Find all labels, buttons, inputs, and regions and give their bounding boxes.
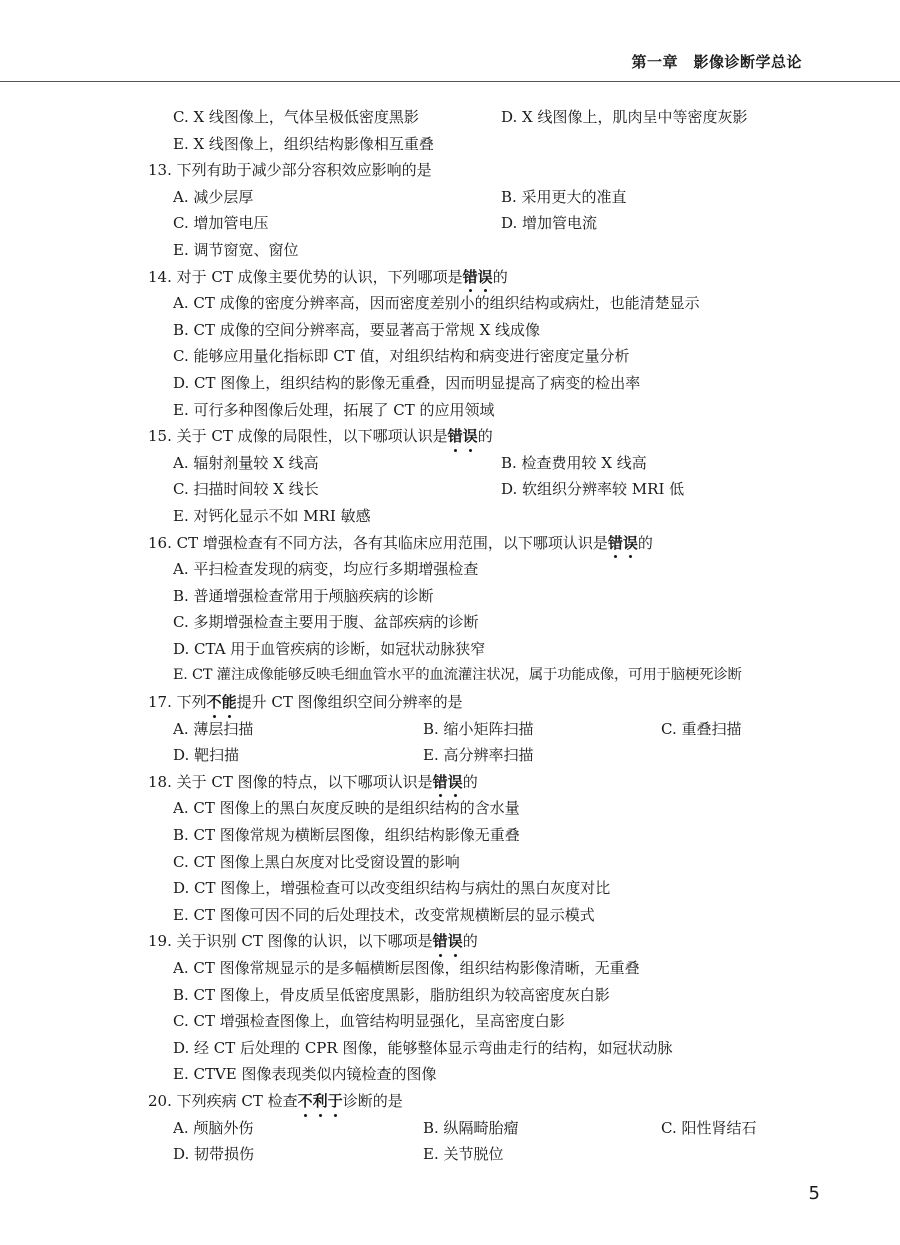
option-b: B. CT 图像常规为横断层图像，组织结构影像无重叠	[173, 826, 520, 845]
emphasis-char: 错	[463, 264, 478, 291]
emphasis-char: 误	[448, 769, 463, 796]
option-e: E. 对钙化显示不如 MRI 敏感	[173, 506, 371, 525]
option-c: C. 扫描时间较 X 线长	[173, 480, 319, 499]
question-13-stem: 13. 下列有助于减少部分容积效应影响的是	[148, 161, 432, 180]
emphasis-char: 错	[448, 423, 463, 450]
stem-text: 的	[637, 533, 653, 552]
stem-text: 20. 下列疾病 CT 检查	[148, 1091, 298, 1110]
options-row	[148, 184, 828, 211]
stem-text: 18. 关于 CT 图像的特点，以下哪项认识是	[148, 772, 433, 791]
stem-text: 19. 关于识别 CT 图像的认识，以下哪项是	[148, 932, 433, 951]
option-c: C. 增加管电压	[173, 214, 269, 233]
question-15-stem	[148, 423, 828, 450]
emphasis-mark	[207, 689, 237, 716]
option-c: C. X 线图像上，气体呈极低密度黑影	[173, 108, 419, 126]
options-row	[148, 210, 828, 237]
emphasis-char: 错	[433, 928, 448, 955]
question-16-stem	[148, 530, 828, 557]
options-row	[148, 104, 828, 131]
emphasis-mark	[433, 928, 463, 955]
options-row	[148, 716, 828, 743]
stem-text: 的	[462, 772, 478, 791]
option-e: E. CT 灌注成像能够反映毛细血管水平的血流灌注状况，属于功能成像，可用于脑梗死诊断	[173, 667, 742, 684]
chapter-title: 第一章 影像诊断学总论	[631, 53, 802, 71]
emphasis-mark	[608, 530, 638, 557]
option-d: D. 软组织分辨率较 MRI 低	[501, 480, 685, 499]
option-e: E. 关节脱位	[423, 1145, 504, 1164]
header-divider	[0, 81, 900, 82]
option-a: A. 辐射剂量较 X 线高	[173, 453, 319, 472]
option-a: A. 平扫检查发现的病变，均应行多期增强检查	[173, 560, 479, 579]
option-b: B. 纵隔畸胎瘤	[423, 1118, 519, 1137]
option-a: A. 减少层厚	[173, 187, 254, 206]
emphasis-char: 能	[222, 689, 237, 716]
emphasis-char: 错	[433, 769, 448, 796]
option-b: B. 采用更大的准直	[501, 187, 627, 206]
option-e: E. 高分辨率扫描	[423, 746, 534, 765]
emphasis-char: 利	[313, 1088, 328, 1115]
question-19-stem	[148, 928, 828, 955]
option-a: A. 颅脑外伤	[173, 1118, 254, 1137]
option-c: C. 能够应用量化指标即 CT 值，对组织结构和病变进行密度定量分析	[173, 347, 630, 366]
options-row	[148, 450, 828, 477]
stem-text: 16. CT 增强检查有不同方法，各有其临床应用范围，以下哪项认识是	[148, 533, 608, 552]
stem-text: 的	[492, 267, 508, 286]
option-d: D. CT 图像上，增强检查可以改变组织结构与病灶的黑白灰度对比	[173, 879, 611, 898]
option-b: B. 普通增强检查常用于颅脑疾病的诊断	[173, 586, 434, 605]
emphasis-char: 错	[608, 530, 623, 557]
emphasis-mark	[298, 1088, 343, 1115]
option-c: C. 重叠扫描	[661, 719, 742, 738]
option-b: B. 缩小矩阵扫描	[423, 719, 534, 738]
question-20-stem	[148, 1088, 828, 1115]
emphasis-mark	[463, 264, 493, 291]
options-row	[148, 1141, 828, 1168]
stem-text: 的	[477, 427, 493, 446]
emphasis-char: 误	[463, 423, 478, 450]
question-18-stem	[148, 769, 828, 796]
stem-text: 14. 对于 CT 成像主要优势的认识，下列哪项是	[148, 267, 463, 286]
option-a: A. CT 图像上的黑白灰度反映的是组织结构的含水量	[173, 799, 520, 818]
option-c: C. CT 增强检查图像上，血管结构明显强化，呈高密度白影	[173, 1012, 565, 1031]
option-d: D. CT 图像上，组织结构的影像无重叠，因而明显提高了病变的检出率	[173, 373, 641, 392]
emphasis-mark	[448, 423, 478, 450]
option-b: B. CT 成像的空间分辨率高，要显著高于常规 X 线成像	[173, 320, 541, 339]
option-d: D. CTA 用于血管疾病的诊断，如冠状动脉狭窄	[173, 639, 486, 658]
question-list	[148, 104, 828, 1168]
page-number: 5	[808, 1183, 820, 1204]
emphasis-char: 于	[328, 1088, 343, 1115]
option-b: B. CT 图像上，骨皮质呈低密度黑影，脂肪组织为较高密度灰白影	[173, 985, 610, 1004]
option-c: C. 多期增强检查主要用于腹、盆部疾病的诊断	[173, 613, 479, 632]
option-d: D. X 线图像上，肌肉呈中等密度灰影	[501, 108, 748, 126]
page-header	[0, 0, 900, 82]
option-e: E. X 线图像上，组织结构影像相互重叠	[173, 134, 434, 153]
option-a: A. CT 图像常规显示的是多幅横断层图像，组织结构影像清晰，无重叠	[173, 959, 640, 977]
emphasis-char: 误	[448, 928, 463, 955]
question-17-stem	[148, 689, 828, 716]
option-c: C. CT 图像上黑白灰度对比受窗设置的影响	[173, 852, 460, 871]
options-row	[148, 742, 828, 769]
options-row	[148, 476, 828, 503]
option-d: D. 经 CT 后处理的 CPR 图像，能够整体显示弯曲走行的结构，如冠状动脉	[173, 1038, 673, 1057]
stem-text: 的	[462, 932, 478, 951]
option-e: E. CTVE 图像表现类似内镜检查的图像	[173, 1065, 437, 1084]
option-d: D. 增加管电流	[501, 214, 598, 233]
emphasis-mark	[433, 769, 463, 796]
emphasis-char: 误	[478, 264, 493, 291]
stem-text: 诊断的是	[342, 1091, 403, 1110]
emphasis-char: 不	[298, 1088, 313, 1115]
option-e: E. 调节窗宽、窗位	[173, 240, 299, 259]
option-e: E. CT 图像可因不同的后处理技术，改变常规横断层的显示模式	[173, 905, 595, 924]
option-c: C. 阳性肾结石	[661, 1118, 757, 1137]
option-d: D. 靶扫描	[173, 746, 240, 765]
stem-text: 提升 CT 图像组织空间分辨率的是	[236, 693, 463, 712]
option-b: B. 检查费用较 X 线高	[501, 453, 647, 472]
stem-text: 17. 下列	[148, 693, 207, 712]
question-14-stem	[148, 264, 828, 291]
option-e: E. 可行多种图像后处理，拓展了 CT 的应用领域	[173, 400, 495, 419]
option-a: A. CT 成像的密度分辨率高，因而密度差别小的组织结构或病灶，也能清楚显示	[173, 294, 700, 313]
option-d: D. 韧带损伤	[173, 1145, 255, 1164]
options-row	[148, 1115, 828, 1142]
stem-text: 15. 关于 CT 成像的局限性，以下哪项认识是	[148, 427, 448, 446]
option-a: A. 薄层扫描	[173, 719, 254, 738]
emphasis-char: 不	[207, 689, 222, 716]
emphasis-char: 误	[623, 530, 638, 557]
